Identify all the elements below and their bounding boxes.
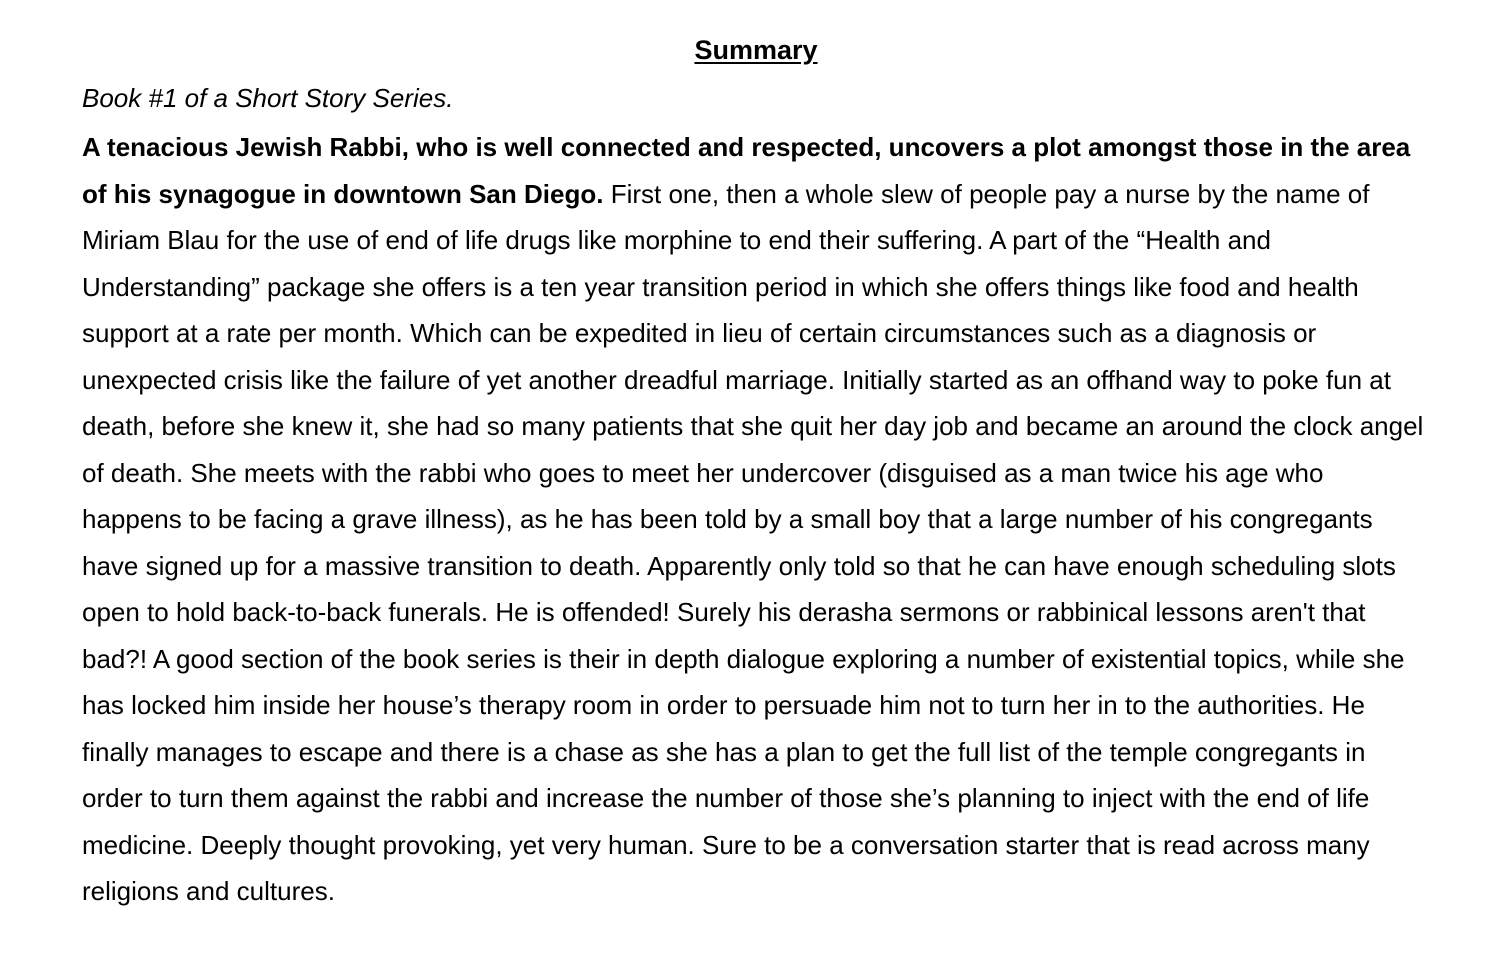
document-page — [82, 30, 1430, 915]
series-subtitle: Book #1 of a Short Story Series. — [82, 83, 454, 113]
summary-body: First one, then a whole slew of people pay a nurse by the name of Miriam Blau for the use of end of life drugs like morphine to end their suffering. A part of the “Health and Understanding” package she offers is a ten year transition period in which she offers things like food and health support at a rate per month. Which can be expedited in lieu of certain circumstances such as a diagnosis or unexpected crisis like the failure of yet another dreadful marriage. Initially started as an offhand way to poke fun at death, before she knew it, she had so many patients that she quit her day job and became an around the clock angel of death. She meets with the rabbi who goes to meet her undercover (disguised as a man twice his age who happens to be facing a grave illness), as he has been told by a small boy that a large number of his congregants have signed up for a massive transition to death. Apparently only told so that he can have enough scheduling slots open to hold back-to-back funerals. He is offended! Surely his derasha sermons or rabbinical lessons aren't that bad?! A good section of the book series is their in depth dialogue exploring a number of existential topics, while she has locked him inside her house’s therapy room in order to persuade him not to turn her in to the authorities. He finally manages to escape and there is a chase as she has a plan to get the full list of the temple congregants in order to turn them against the rabbi and increase the number of those she’s planning to inject with the end of life medicine. Deeply thought provoking, yet very human. Sure to be a conversation starter that is read across many religions and cultures. — [82, 178, 1424, 906]
summary-paragraph — [82, 124, 1430, 915]
lead-sentence: A tenacious Jewish Rabbi, who is well connected and respected, uncovers a plot amongst those in the area of his synagogue in downtown San Diego. — [82, 132, 1411, 209]
document-title: Summary — [694, 35, 818, 65]
